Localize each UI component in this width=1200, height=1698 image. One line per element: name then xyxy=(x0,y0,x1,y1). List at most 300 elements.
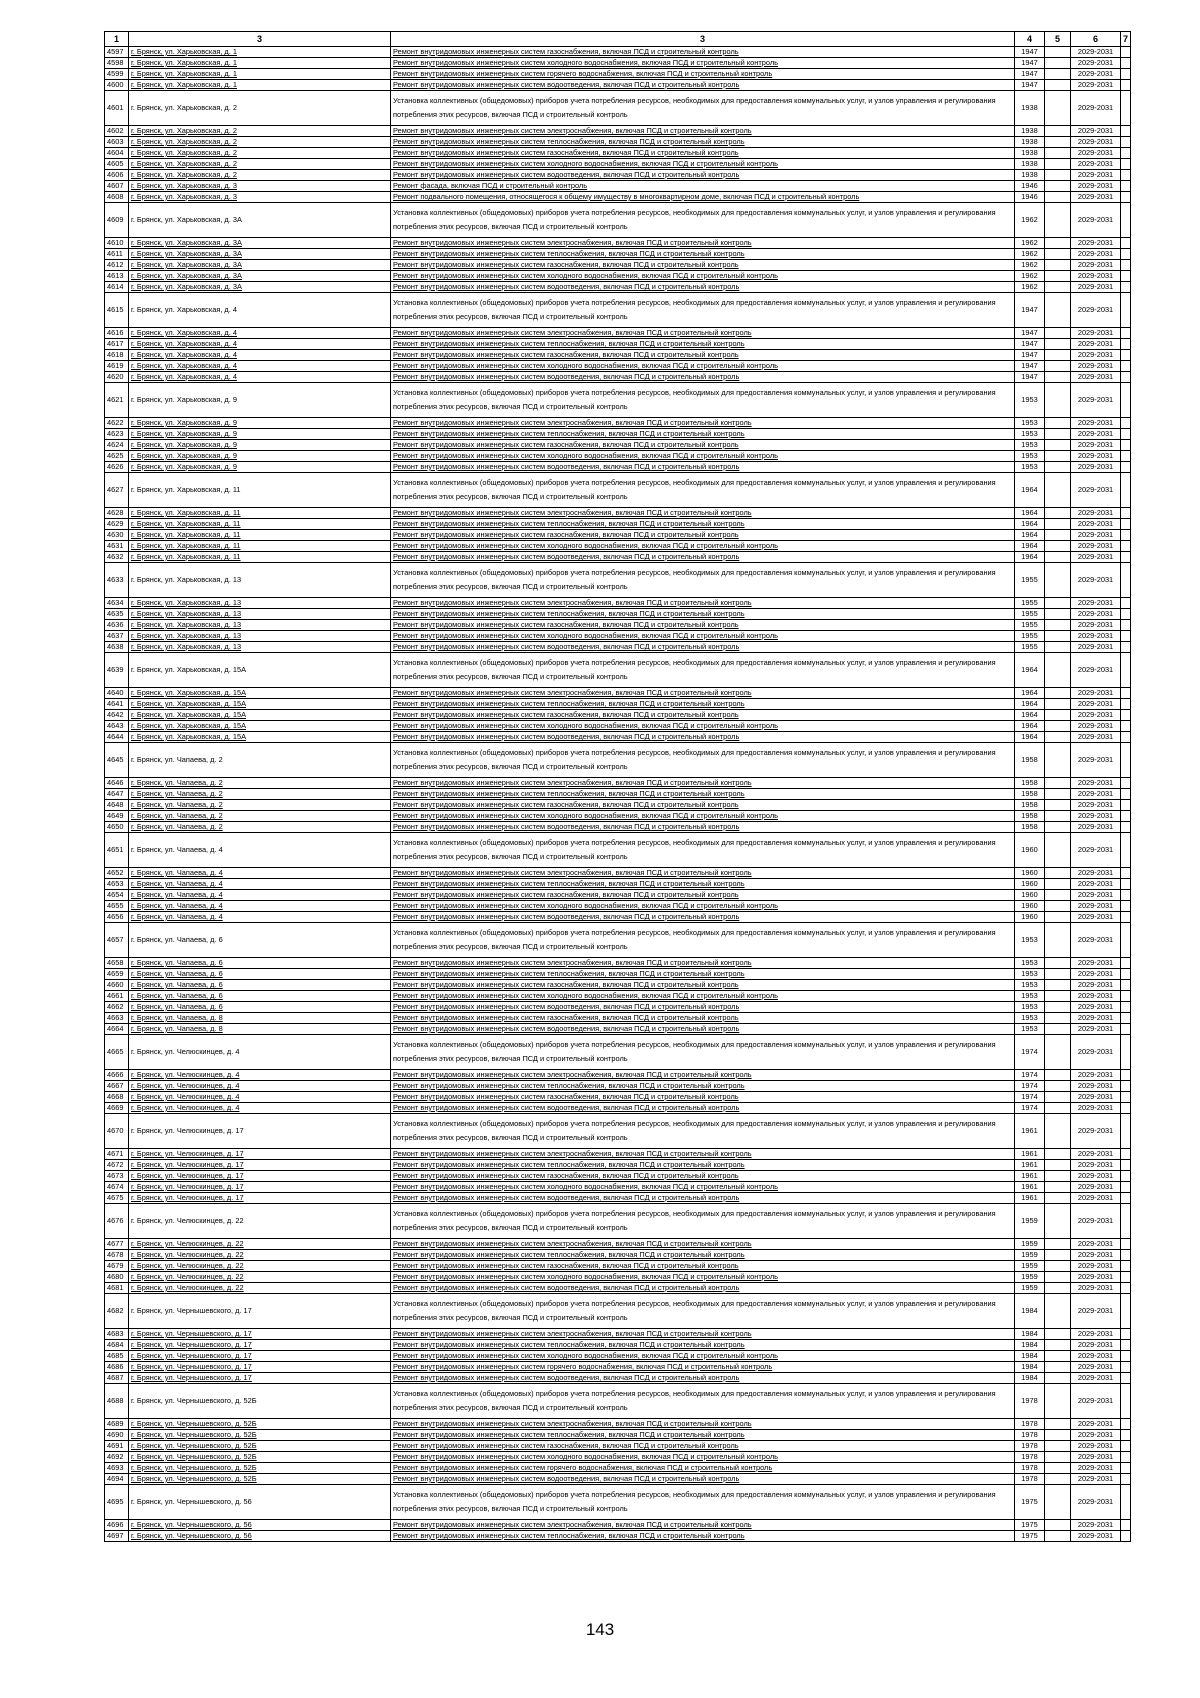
row-col-5 xyxy=(1045,1261,1071,1272)
row-work-type: Установка коллективных (общедомовых) приборов учета потребления ресурсов, необходимых для предоставления коммунальных услуг, и узлов управления и регулирования потребления этих ресурсов, включая ПСД и строительный контроль xyxy=(391,1204,1015,1239)
row-period: 2029-2031 xyxy=(1071,203,1121,238)
row-col-7 xyxy=(1121,328,1131,339)
row-col-7 xyxy=(1121,958,1131,969)
row-col-7 xyxy=(1121,620,1131,631)
row-col-5 xyxy=(1045,159,1071,170)
row-year: 1964 xyxy=(1015,552,1045,563)
table-row xyxy=(105,451,1131,462)
row-col-5 xyxy=(1045,530,1071,541)
row-work-type: Ремонт внутридомовых инженерных систем горячего водоснабжения, включая ПСД и строительный контроль xyxy=(391,69,1015,80)
row-year: 1947 xyxy=(1015,47,1045,58)
row-year: 1946 xyxy=(1015,192,1045,203)
row-number: 4657 xyxy=(105,923,129,958)
row-year: 1964 xyxy=(1015,519,1045,530)
row-work-type: Ремонт внутридомовых инженерных систем теплоснабжения, включая ПСД и строительный контроль xyxy=(391,339,1015,350)
row-work-type: Ремонт внутридомовых инженерных систем холодного водоснабжения, включая ПСД и строительный контроль xyxy=(391,811,1015,822)
row-col-7 xyxy=(1121,1384,1131,1419)
row-number: 4660 xyxy=(105,980,129,991)
row-year: 1955 xyxy=(1015,642,1045,653)
row-work-type: Ремонт внутридомовых инженерных систем водоотведения, включая ПСД и строительный контроль xyxy=(391,80,1015,91)
row-period: 2029-2031 xyxy=(1071,1531,1121,1542)
row-year: 1962 xyxy=(1015,271,1045,282)
row-work-type: Ремонт внутридомовых инженерных систем газоснабжения, включая ПСД и строительный контроль xyxy=(391,1013,1015,1024)
row-address: г. Брянск, ул. Чапаева, д. 4 xyxy=(129,868,391,879)
row-address: г. Брянск, ул. Чапаева, д. 2 xyxy=(129,811,391,822)
row-col-7 xyxy=(1121,69,1131,80)
row-number: 4694 xyxy=(105,1474,129,1485)
row-address: г. Брянск, ул. Харьковская, д. 9 xyxy=(129,418,391,429)
row-address: г. Брянск, ул. Харьковская, д. 11 xyxy=(129,541,391,552)
row-period: 2029-2031 xyxy=(1071,991,1121,1002)
row-period: 2029-2031 xyxy=(1071,1149,1121,1160)
table-row xyxy=(105,69,1131,80)
row-period: 2029-2031 xyxy=(1071,778,1121,789)
row-address: г. Брянск, ул. Харьковская, д. 15А xyxy=(129,710,391,721)
header-col-period: 6 xyxy=(1071,32,1121,47)
header-col-5: 5 xyxy=(1045,32,1071,47)
row-number: 4669 xyxy=(105,1103,129,1114)
row-number: 4671 xyxy=(105,1149,129,1160)
table-row xyxy=(105,1419,1131,1430)
row-col-5 xyxy=(1045,451,1071,462)
row-year: 1984 xyxy=(1015,1294,1045,1329)
table-row xyxy=(105,282,1131,293)
row-col-7 xyxy=(1121,462,1131,473)
row-period: 2029-2031 xyxy=(1071,868,1121,879)
row-address: г. Брянск, ул. Челюскинцев, д. 22 xyxy=(129,1250,391,1261)
row-number: 4647 xyxy=(105,789,129,800)
row-number: 4619 xyxy=(105,361,129,372)
document-page xyxy=(104,31,1130,1542)
row-year: 1947 xyxy=(1015,80,1045,91)
row-period: 2029-2031 xyxy=(1071,1193,1121,1204)
row-col-5 xyxy=(1045,609,1071,620)
row-col-5 xyxy=(1045,732,1071,743)
row-col-5 xyxy=(1045,1384,1071,1419)
row-period: 2029-2031 xyxy=(1071,653,1121,688)
table-row xyxy=(105,1070,1131,1081)
row-col-7 xyxy=(1121,1441,1131,1452)
row-period: 2029-2031 xyxy=(1071,1013,1121,1024)
row-period: 2029-2031 xyxy=(1071,1024,1121,1035)
row-number: 4677 xyxy=(105,1239,129,1250)
row-col-7 xyxy=(1121,541,1131,552)
row-period: 2029-2031 xyxy=(1071,822,1121,833)
row-col-5 xyxy=(1045,1531,1071,1542)
row-period: 2029-2031 xyxy=(1071,260,1121,271)
row-col-5 xyxy=(1045,789,1071,800)
row-address: г. Брянск, ул. Чернышевского, д. 56 xyxy=(129,1485,391,1520)
row-number: 4643 xyxy=(105,721,129,732)
row-number: 4600 xyxy=(105,80,129,91)
row-period: 2029-2031 xyxy=(1071,1283,1121,1294)
row-year: 1978 xyxy=(1015,1463,1045,1474)
row-col-5 xyxy=(1045,1092,1071,1103)
row-period: 2029-2031 xyxy=(1071,688,1121,699)
row-period: 2029-2031 xyxy=(1071,451,1121,462)
row-number: 4676 xyxy=(105,1204,129,1239)
row-period: 2029-2031 xyxy=(1071,372,1121,383)
row-address: г. Брянск, ул. Челюскинцев, д. 17 xyxy=(129,1160,391,1171)
row-col-5 xyxy=(1045,901,1071,912)
row-col-7 xyxy=(1121,293,1131,328)
row-number: 4612 xyxy=(105,260,129,271)
row-period: 2029-2031 xyxy=(1071,293,1121,328)
row-year: 1960 xyxy=(1015,901,1045,912)
row-col-7 xyxy=(1121,778,1131,789)
row-work-type: Установка коллективных (общедомовых) приборов учета потребления ресурсов, необходимых для предоставления коммунальных услуг, и узлов управления и регулирования потребления этих ресурсов, включая ПСД и строительный контроль xyxy=(391,1485,1015,1520)
row-year: 1978 xyxy=(1015,1430,1045,1441)
row-year: 1938 xyxy=(1015,148,1045,159)
row-address: г. Брянск, ул. Чернышевского, д. 17 xyxy=(129,1329,391,1340)
row-address: г. Брянск, ул. Харьковская, д. 4 xyxy=(129,293,391,328)
table-row xyxy=(105,1430,1131,1441)
row-work-type: Ремонт внутридомовых инженерных систем теплоснабжения, включая ПСД и строительный контроль xyxy=(391,1160,1015,1171)
row-address: г. Брянск, ул. Челюскинцев, д. 4 xyxy=(129,1081,391,1092)
row-col-7 xyxy=(1121,1419,1131,1430)
row-period: 2029-2031 xyxy=(1071,462,1121,473)
row-period: 2029-2031 xyxy=(1071,721,1121,732)
row-work-type: Ремонт внутридомовых инженерных систем холодного водоснабжения, включая ПСД и строительный контроль xyxy=(391,1182,1015,1193)
row-period: 2029-2031 xyxy=(1071,249,1121,260)
row-address: г. Брянск, ул. Харьковская, д. 9 xyxy=(129,383,391,418)
row-period: 2029-2031 xyxy=(1071,383,1121,418)
row-number: 4689 xyxy=(105,1419,129,1430)
row-work-type: Ремонт внутридомовых инженерных систем водоотведения, включая ПСД и строительный контроль xyxy=(391,642,1015,653)
table-row xyxy=(105,137,1131,148)
table-row xyxy=(105,1531,1131,1542)
table-row xyxy=(105,1329,1131,1340)
row-work-type: Ремонт внутридомовых инженерных систем электроснабжения, включая ПСД и строительный контроль xyxy=(391,1520,1015,1531)
row-period: 2029-2031 xyxy=(1071,609,1121,620)
row-col-7 xyxy=(1121,822,1131,833)
row-period: 2029-2031 xyxy=(1071,1441,1121,1452)
row-number: 4697 xyxy=(105,1531,129,1542)
row-col-5 xyxy=(1045,1204,1071,1239)
row-period: 2029-2031 xyxy=(1071,1160,1121,1171)
row-period: 2029-2031 xyxy=(1071,473,1121,508)
row-period: 2029-2031 xyxy=(1071,1250,1121,1261)
row-period: 2029-2031 xyxy=(1071,1103,1121,1114)
row-number: 4624 xyxy=(105,440,129,451)
row-col-5 xyxy=(1045,429,1071,440)
row-work-type: Установка коллективных (общедомовых) приборов учета потребления ресурсов, необходимых для предоставления коммунальных услуг, и узлов управления и регулирования потребления этих ресурсов, включая ПСД и строительный контроль xyxy=(391,91,1015,126)
row-number: 4686 xyxy=(105,1362,129,1373)
row-col-5 xyxy=(1045,1013,1071,1024)
row-number: 4666 xyxy=(105,1070,129,1081)
row-col-7 xyxy=(1121,249,1131,260)
row-work-type: Установка коллективных (общедомовых) приборов учета потребления ресурсов, необходимых для предоставления коммунальных услуг, и узлов управления и регулирования потребления этих ресурсов, включая ПСД и строительный контроль xyxy=(391,1384,1015,1419)
row-address: г. Брянск, ул. Челюскинцев, д. 17 xyxy=(129,1171,391,1182)
table-row xyxy=(105,508,1131,519)
row-year: 1953 xyxy=(1015,418,1045,429)
row-number: 4632 xyxy=(105,552,129,563)
table-row xyxy=(105,1239,1131,1250)
row-period: 2029-2031 xyxy=(1071,1081,1121,1092)
row-col-5 xyxy=(1045,203,1071,238)
row-col-5 xyxy=(1045,148,1071,159)
row-number: 4646 xyxy=(105,778,129,789)
row-address: г. Брянск, ул. Чапаева, д. 4 xyxy=(129,901,391,912)
row-col-5 xyxy=(1045,721,1071,732)
row-col-7 xyxy=(1121,473,1131,508)
row-address: г. Брянск, ул. Харьковская, д. 4 xyxy=(129,350,391,361)
row-period: 2029-2031 xyxy=(1071,519,1121,530)
row-col-5 xyxy=(1045,328,1071,339)
row-address: г. Брянск, ул. Чапаева, д. 6 xyxy=(129,958,391,969)
row-year: 1953 xyxy=(1015,1002,1045,1013)
row-col-7 xyxy=(1121,383,1131,418)
row-col-7 xyxy=(1121,1024,1131,1035)
table-row xyxy=(105,732,1131,743)
row-work-type: Ремонт внутридомовых инженерных систем теплоснабжения, включая ПСД и строительный контроль xyxy=(391,519,1015,530)
row-col-5 xyxy=(1045,1351,1071,1362)
row-col-7 xyxy=(1121,1035,1131,1070)
row-col-5 xyxy=(1045,1024,1071,1035)
row-year: 1974 xyxy=(1015,1070,1045,1081)
row-work-type: Ремонт внутридомовых инженерных систем водоотведения, включая ПСД и строительный контроль xyxy=(391,372,1015,383)
row-work-type: Ремонт внутридомовых инженерных систем теплоснабжения, включая ПСД и строительный контроль xyxy=(391,249,1015,260)
row-col-5 xyxy=(1045,508,1071,519)
row-period: 2029-2031 xyxy=(1071,192,1121,203)
row-period: 2029-2031 xyxy=(1071,789,1121,800)
row-work-type: Ремонт внутридомовых инженерных систем горячего водоснабжения, включая ПСД и строительный контроль xyxy=(391,1463,1015,1474)
row-col-7 xyxy=(1121,1204,1131,1239)
row-number: 4608 xyxy=(105,192,129,203)
row-address: г. Брянск, ул. Харьковская, д. 1 xyxy=(129,69,391,80)
row-col-5 xyxy=(1045,1474,1071,1485)
row-address: г. Брянск, ул. Харьковская, д. 13 xyxy=(129,598,391,609)
row-period: 2029-2031 xyxy=(1071,1272,1121,1283)
row-number: 4670 xyxy=(105,1114,129,1149)
row-col-7 xyxy=(1121,1283,1131,1294)
row-work-type: Установка коллективных (общедомовых) приборов учета потребления ресурсов, необходимых для предоставления коммунальных услуг, и узлов управления и регулирования потребления этих ресурсов, включая ПСД и строительный контроль xyxy=(391,1294,1015,1329)
row-period: 2029-2031 xyxy=(1071,1463,1121,1474)
header-col-address: 3 xyxy=(129,32,391,47)
row-col-7 xyxy=(1121,609,1131,620)
table-row xyxy=(105,238,1131,249)
row-work-type: Ремонт внутридомовых инженерных систем электроснабжения, включая ПСД и строительный контроль xyxy=(391,958,1015,969)
row-col-7 xyxy=(1121,372,1131,383)
row-work-type: Ремонт внутридомовых инженерных систем теплоснабжения, включая ПСД и строительный контроль xyxy=(391,789,1015,800)
row-col-5 xyxy=(1045,833,1071,868)
table-row xyxy=(105,923,1131,958)
row-col-5 xyxy=(1045,699,1071,710)
row-address: г. Брянск, ул. Харьковская, д. 15А xyxy=(129,732,391,743)
row-period: 2029-2031 xyxy=(1071,91,1121,126)
row-period: 2029-2031 xyxy=(1071,598,1121,609)
row-address: г. Брянск, ул. Чернышевского, д. 52Б xyxy=(129,1441,391,1452)
row-year: 1947 xyxy=(1015,372,1045,383)
row-year: 1947 xyxy=(1015,69,1045,80)
row-address: г. Брянск, ул. Челюскинцев, д. 22 xyxy=(129,1283,391,1294)
row-work-type: Ремонт внутридомовых инженерных систем газоснабжения, включая ПСД и строительный контроль xyxy=(391,890,1015,901)
row-address: г. Брянск, ул. Харьковская, д. 4 xyxy=(129,328,391,339)
row-work-type: Ремонт внутридомовых инженерных систем холодного водоснабжения, включая ПСД и строительный контроль xyxy=(391,1452,1015,1463)
row-col-7 xyxy=(1121,203,1131,238)
table-row xyxy=(105,980,1131,991)
row-address: г. Брянск, ул. Харьковская, д. 13 xyxy=(129,642,391,653)
row-col-7 xyxy=(1121,339,1131,350)
row-year: 1960 xyxy=(1015,833,1045,868)
row-period: 2029-2031 xyxy=(1071,418,1121,429)
row-number: 4678 xyxy=(105,1250,129,1261)
row-year: 1953 xyxy=(1015,429,1045,440)
row-year: 1962 xyxy=(1015,282,1045,293)
row-period: 2029-2031 xyxy=(1071,563,1121,598)
row-col-7 xyxy=(1121,642,1131,653)
row-col-7 xyxy=(1121,1351,1131,1362)
row-col-5 xyxy=(1045,1002,1071,1013)
row-number: 4599 xyxy=(105,69,129,80)
row-year: 1974 xyxy=(1015,1081,1045,1092)
row-number: 4636 xyxy=(105,620,129,631)
row-address: г. Брянск, ул. Харьковская, д. 3 xyxy=(129,181,391,192)
table-row xyxy=(105,339,1131,350)
row-address: г. Брянск, ул. Чапаева, д. 2 xyxy=(129,778,391,789)
row-period: 2029-2031 xyxy=(1071,800,1121,811)
row-address: г. Брянск, ул. Харьковская, д. 2 xyxy=(129,148,391,159)
row-number: 4673 xyxy=(105,1171,129,1182)
row-col-5 xyxy=(1045,1520,1071,1531)
row-year: 1960 xyxy=(1015,890,1045,901)
row-col-5 xyxy=(1045,249,1071,260)
row-year: 1958 xyxy=(1015,743,1045,778)
row-work-type: Ремонт внутридомовых инженерных систем теплоснабжения, включая ПСД и строительный контроль xyxy=(391,1340,1015,1351)
header-col-year: 4 xyxy=(1015,32,1045,47)
row-address: г. Брянск, ул. Челюскинцев, д. 22 xyxy=(129,1239,391,1250)
row-col-7 xyxy=(1121,721,1131,732)
row-period: 2029-2031 xyxy=(1071,1114,1121,1149)
row-col-5 xyxy=(1045,47,1071,58)
row-period: 2029-2031 xyxy=(1071,69,1121,80)
row-number: 4598 xyxy=(105,58,129,69)
row-col-5 xyxy=(1045,1430,1071,1441)
row-year: 1961 xyxy=(1015,1114,1045,1149)
row-col-5 xyxy=(1045,743,1071,778)
row-work-type: Ремонт внутридомовых инженерных систем водоотведения, включая ПСД и строительный контроль xyxy=(391,552,1015,563)
row-year: 1961 xyxy=(1015,1193,1045,1204)
row-period: 2029-2031 xyxy=(1071,350,1121,361)
row-col-7 xyxy=(1121,159,1131,170)
table-row xyxy=(105,1204,1131,1239)
row-year: 1978 xyxy=(1015,1441,1045,1452)
table-row xyxy=(105,1092,1131,1103)
row-period: 2029-2031 xyxy=(1071,923,1121,958)
row-number: 4688 xyxy=(105,1384,129,1419)
row-address: г. Брянск, ул. Харьковская, д. 2 xyxy=(129,137,391,148)
table-row xyxy=(105,91,1131,126)
row-work-type: Ремонт внутридомовых инженерных систем холодного водоснабжения, включая ПСД и строительный контроль xyxy=(391,541,1015,552)
row-col-5 xyxy=(1045,271,1071,282)
row-col-7 xyxy=(1121,1070,1131,1081)
table-row xyxy=(105,1351,1131,1362)
row-address: г. Брянск, ул. Чапаева, д. 2 xyxy=(129,789,391,800)
row-col-5 xyxy=(1045,653,1071,688)
row-col-7 xyxy=(1121,1294,1131,1329)
row-col-7 xyxy=(1121,969,1131,980)
row-col-5 xyxy=(1045,1114,1071,1149)
table-row xyxy=(105,1463,1131,1474)
row-work-type: Ремонт внутридомовых инженерных систем холодного водоснабжения, включая ПСД и строительный контроль xyxy=(391,901,1015,912)
row-col-5 xyxy=(1045,1452,1071,1463)
row-year: 1964 xyxy=(1015,699,1045,710)
row-work-type: Ремонт внутридомовых инженерных систем газоснабжения, включая ПСД и строительный контроль xyxy=(391,350,1015,361)
row-col-7 xyxy=(1121,1329,1131,1340)
row-col-5 xyxy=(1045,710,1071,721)
row-number: 4693 xyxy=(105,1463,129,1474)
table-row xyxy=(105,699,1131,710)
row-col-5 xyxy=(1045,260,1071,271)
row-period: 2029-2031 xyxy=(1071,1171,1121,1182)
row-work-type: Ремонт внутридомовых инженерных систем холодного водоснабжения, включая ПСД и строительный контроль xyxy=(391,58,1015,69)
row-number: 4621 xyxy=(105,383,129,418)
table-row xyxy=(105,789,1131,800)
row-year: 1978 xyxy=(1015,1419,1045,1430)
table-row xyxy=(105,372,1131,383)
row-year: 1984 xyxy=(1015,1373,1045,1384)
row-year: 1964 xyxy=(1015,688,1045,699)
row-work-type: Ремонт внутридомовых инженерных систем водоотведения, включая ПСД и строительный контроль xyxy=(391,912,1015,923)
row-work-type: Ремонт внутридомовых инженерных систем электроснабжения, включая ПСД и строительный контроль xyxy=(391,508,1015,519)
row-col-7 xyxy=(1121,563,1131,598)
table-row xyxy=(105,642,1131,653)
table-row xyxy=(105,1340,1131,1351)
table-row xyxy=(105,721,1131,732)
table-row xyxy=(105,1035,1131,1070)
table-row xyxy=(105,710,1131,721)
row-address: г. Брянск, ул. Харьковская, д. 11 xyxy=(129,508,391,519)
row-work-type: Ремонт внутридомовых инженерных систем электроснабжения, включая ПСД и строительный контроль xyxy=(391,1070,1015,1081)
row-col-5 xyxy=(1045,980,1071,991)
row-work-type: Ремонт внутридомовых инженерных систем водоотведения, включая ПСД и строительный контроль xyxy=(391,462,1015,473)
row-number: 4635 xyxy=(105,609,129,620)
row-work-type: Установка коллективных (общедомовых) приборов учета потребления ресурсов, необходимых для предоставления коммунальных услуг, и узлов управления и регулирования потребления этих ресурсов, включая ПСД и строительный контроль xyxy=(391,743,1015,778)
row-period: 2029-2031 xyxy=(1071,361,1121,372)
row-number: 4601 xyxy=(105,91,129,126)
table-row xyxy=(105,159,1131,170)
row-work-type: Ремонт внутридомовых инженерных систем электроснабжения, включая ПСД и строительный контроль xyxy=(391,328,1015,339)
table-row xyxy=(105,1373,1131,1384)
row-work-type: Ремонт внутридомовых инженерных систем холодного водоснабжения, включая ПСД и строительный контроль xyxy=(391,451,1015,462)
row-col-7 xyxy=(1121,1520,1131,1531)
row-col-7 xyxy=(1121,1430,1131,1441)
row-number: 4629 xyxy=(105,519,129,530)
row-period: 2029-2031 xyxy=(1071,1340,1121,1351)
row-period: 2029-2031 xyxy=(1071,1351,1121,1362)
row-col-7 xyxy=(1121,361,1131,372)
row-work-type: Ремонт внутридомовых инженерных систем газоснабжения, включая ПСД и строительный контроль xyxy=(391,620,1015,631)
table-row xyxy=(105,350,1131,361)
row-year: 1959 xyxy=(1015,1272,1045,1283)
row-col-7 xyxy=(1121,901,1131,912)
row-number: 4681 xyxy=(105,1283,129,1294)
header-col-work-type: 3 xyxy=(391,32,1015,47)
row-col-5 xyxy=(1045,137,1071,148)
row-col-5 xyxy=(1045,69,1071,80)
row-address: г. Брянск, ул. Чернышевского, д. 52Б xyxy=(129,1452,391,1463)
row-work-type: Ремонт внутридомовых инженерных систем теплоснабжения, включая ПСД и строительный контроль xyxy=(391,879,1015,890)
row-address: г. Брянск, ул. Харьковская, д. 3А xyxy=(129,238,391,249)
row-work-type: Ремонт внутридомовых инженерных систем газоснабжения, включая ПСД и строительный контроль xyxy=(391,710,1015,721)
row-address: г. Брянск, ул. Харьковская, д. 15А xyxy=(129,699,391,710)
row-col-7 xyxy=(1121,91,1131,126)
table-row xyxy=(105,383,1131,418)
row-number: 4610 xyxy=(105,238,129,249)
row-period: 2029-2031 xyxy=(1071,181,1121,192)
row-col-5 xyxy=(1045,1362,1071,1373)
row-col-7 xyxy=(1121,451,1131,462)
